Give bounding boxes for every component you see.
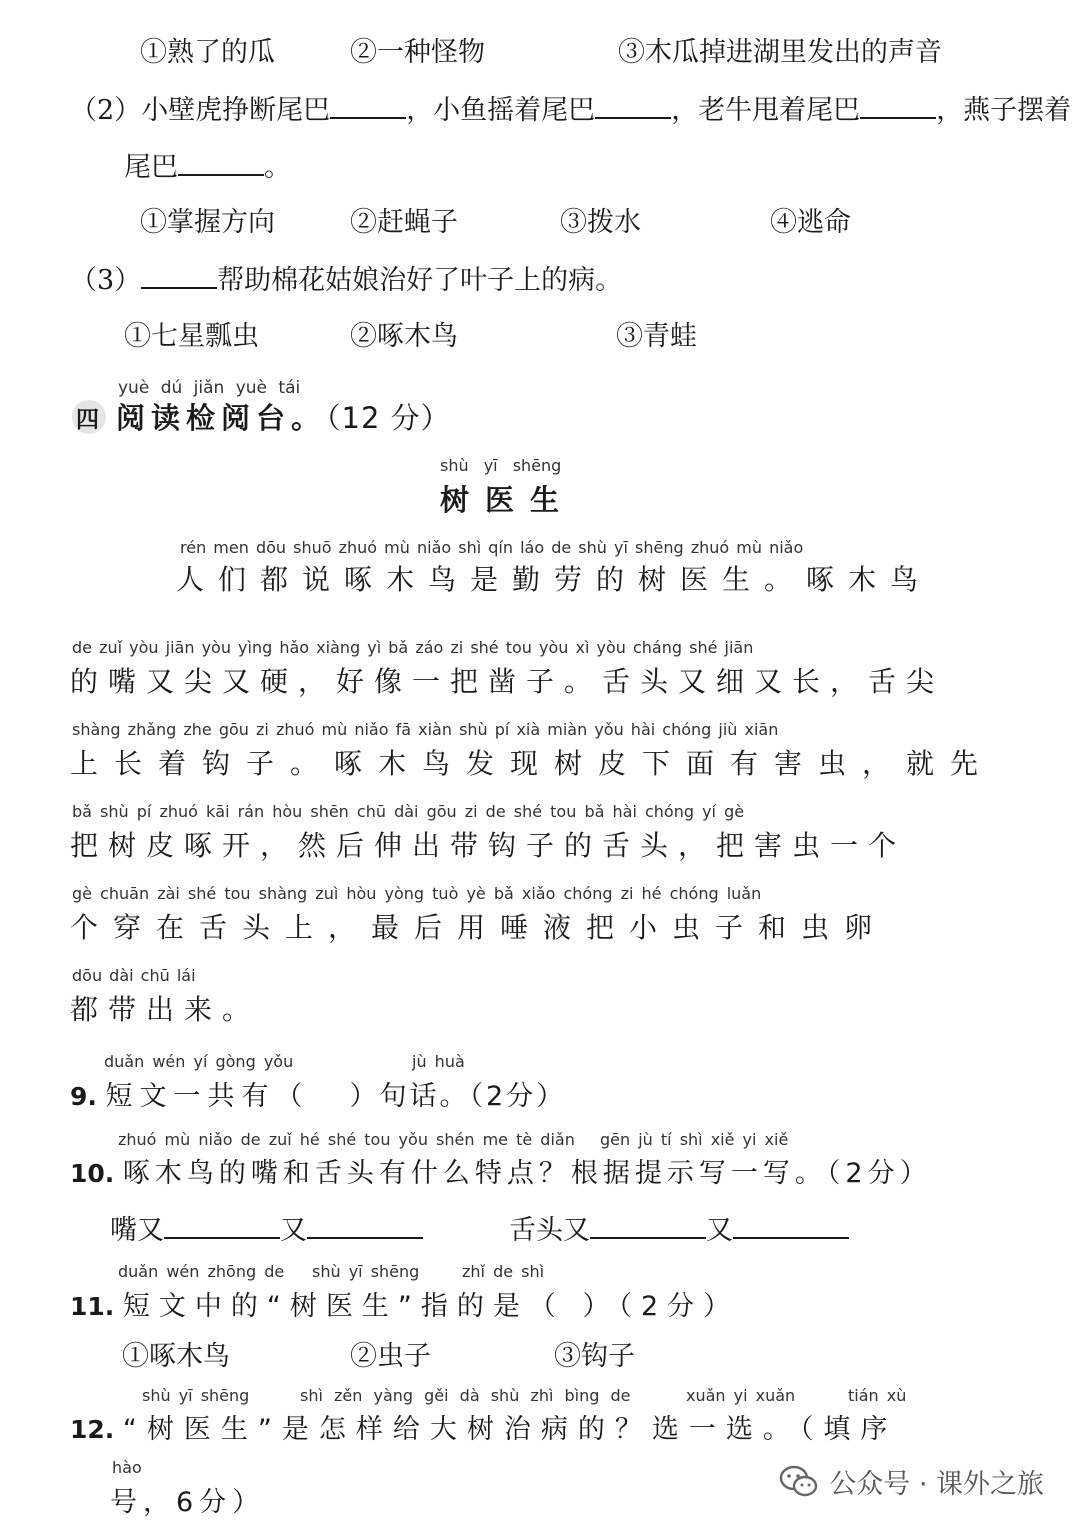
option-1: ①啄木鸟	[122, 1341, 230, 1372]
question-text: ，老牛甩着尾巴	[671, 95, 861, 126]
option-2: ②啄木鸟	[350, 321, 458, 352]
section-score: （12 分）	[326, 401, 451, 435]
question-text: 啄木鸟的嘴和舌头有什么特点？根据提示写一写。（2分）	[122, 1158, 932, 1189]
question-text: 短文中的“树医生”指的是（ ）（2分）	[122, 1291, 740, 1322]
q12-pinyin: shù yī shēng	[142, 1386, 250, 1405]
answer-blank[interactable]	[330, 95, 406, 119]
passage-pinyin-line: gè chuān zài shé tou shàng zuì hòu yòng tuò yè bǎ xiǎo chóng zi hé chóng luǎn	[72, 884, 762, 903]
wechat-icon	[779, 1465, 819, 1499]
question-number: （3）	[70, 265, 142, 296]
question-text: 尾巴	[124, 152, 178, 183]
question-text: ，燕子摆着	[936, 95, 1072, 126]
option-3: ③青蛙	[616, 321, 697, 352]
q9-pinyin: duǎn wén yí gòng yǒu	[104, 1052, 294, 1071]
answer-blank[interactable]	[595, 95, 671, 119]
answer-blank[interactable]	[307, 1215, 423, 1239]
question-text: ）句话。（2分）	[349, 1081, 567, 1112]
question-text: 。	[264, 152, 291, 183]
question-text: 短文一共有（	[105, 1081, 310, 1112]
watermark	[779, 1462, 1044, 1501]
section-title-text: 阅读检阅台。	[116, 401, 327, 435]
q10-pinyin: gēn jù tí shì xiě yi xiě	[600, 1130, 789, 1149]
question-11	[70, 1284, 739, 1323]
q11-pinyin: duǎn wén zhōng de	[118, 1262, 285, 1281]
question-2-line1	[70, 88, 1071, 127]
passage-line: 个穿在舌头上，最后用唾液把小虫子和虫卵	[70, 911, 888, 944]
q12-pinyin: tián xù	[848, 1386, 907, 1405]
option-2: ②赶蝇子	[350, 207, 458, 238]
option-3: ③拨水	[560, 207, 641, 238]
answer-blank[interactable]	[733, 1215, 849, 1239]
fill-label: 又	[280, 1215, 307, 1246]
option-3: ③钩子	[554, 1341, 635, 1372]
passage-line: 人们都说啄木鸟是勤劳的树医生。啄木鸟	[176, 563, 933, 596]
question-text: 帮助棉花姑娘治好了叶子上的病。	[217, 265, 623, 296]
q12-pinyin: hào	[112, 1458, 142, 1477]
option-2: ②一种怪物	[350, 37, 485, 68]
passage-pinyin-line: dōu dài chū lái	[72, 966, 196, 985]
watermark-text: 公众号 · 课外之旅	[829, 1469, 1044, 1500]
answer-blank[interactable]	[860, 95, 936, 119]
fill-label: 又	[706, 1215, 733, 1246]
passage-title-pinyin: shù yī shēng	[440, 456, 562, 475]
question-2-line2	[124, 145, 291, 184]
q9-pinyin: jù huà	[412, 1052, 465, 1071]
answer-blank[interactable]	[141, 265, 217, 289]
passage-pinyin-line: bǎ shù pí zhuó kāi rán hòu shēn chū dài gōu zi de shé tou bǎ hài chóng yí gè	[72, 802, 745, 821]
question-number: 12.	[70, 1415, 115, 1444]
passage-title: 树医生	[440, 483, 576, 517]
question-text: “树医生”是怎样给大树治病的？选一选。（填序	[122, 1414, 898, 1445]
question-9	[70, 1074, 566, 1113]
question-number: 10.	[70, 1159, 115, 1188]
option-3: ③木瓜掉进湖里发出的声音	[618, 37, 942, 68]
answer-blank[interactable]	[178, 152, 264, 176]
question-number: 9.	[70, 1082, 97, 1111]
section-number: 四	[76, 407, 99, 433]
option-1: ①七星瓢虫	[124, 321, 259, 352]
option-1: ①掌握方向	[140, 207, 275, 238]
question-12-line2: 号，6分）	[110, 1487, 266, 1518]
option-4: ④逃命	[770, 207, 851, 238]
passage-pinyin-line: de zuǐ yòu jiān yòu yìng hǎo xiàng yì bǎ záo zi shé tou yòu xì yòu cháng shé jiān	[72, 638, 754, 657]
question-10	[70, 1151, 932, 1190]
section-title	[116, 396, 451, 437]
question-3	[70, 258, 622, 297]
passage-pinyin-line: shàng zhǎng zhe gōu zi zhuó mù niǎo fā xiàn shù pí xià miàn yǒu hài chóng jiù xiān	[72, 720, 779, 739]
q10-pinyin: zhuó mù niǎo de zuǐ hé shé tou yǒu shén me tè diǎn	[118, 1130, 575, 1149]
q11-pinyin: zhǐ de shì	[462, 1262, 545, 1281]
question-12	[70, 1407, 897, 1446]
passage-line: 都带出来。	[70, 993, 261, 1026]
answer-blank[interactable]	[164, 1215, 280, 1239]
question-text: 小壁虎挣断尾巴	[141, 95, 331, 126]
fill-label: 舌头又	[509, 1215, 590, 1246]
answer-blank[interactable]	[590, 1215, 706, 1239]
option-1: ①熟了的瓜	[140, 37, 275, 68]
section-pinyin: yuè dú jiǎn yuè tái	[118, 378, 301, 398]
question-number: 11.	[70, 1292, 115, 1321]
q12-pinyin: shì zěn yàng gěi dà shù zhì bìng de	[300, 1386, 631, 1405]
question-number: （2）	[70, 95, 142, 126]
passage-pinyin-line: rén men dōu shuō zhuó mù niǎo shì qín láo de shù yī shēng zhuó mù niǎo	[180, 538, 804, 557]
option-2: ②虫子	[350, 1341, 431, 1372]
q10-fill-row	[110, 1208, 849, 1247]
passage-line: 的嘴又尖又硬，好像一把凿子。舌头又细又长，舌尖	[70, 665, 945, 698]
passage-line: 上长着钩子。啄木鸟发现树皮下面有害虫，就先	[70, 747, 995, 780]
passage-line: 把树皮啄开，然后伸出带钩子的舌头，把害虫一个	[70, 829, 907, 862]
section-number-badge	[72, 400, 106, 434]
q11-pinyin: shù yī shēng	[312, 1262, 420, 1281]
fill-label: 嘴又	[110, 1215, 164, 1246]
question-text: ，小鱼摇着尾巴	[406, 95, 596, 126]
q12-pinyin: xuǎn yi xuǎn	[686, 1386, 796, 1405]
